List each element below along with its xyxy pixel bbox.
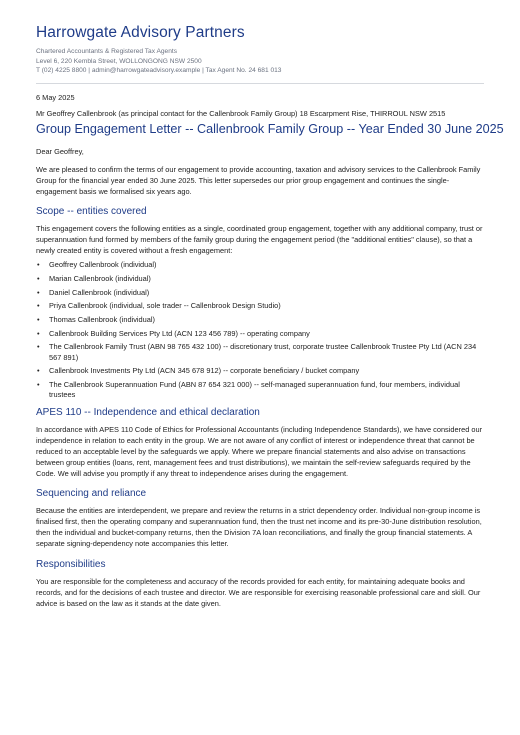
responsibilities-paragraph: You are responsible for the completeness and accuracy of the records provided for each entity, for maintaining adequate books and records, and for the decisions of each trustee and director. We are responsible for exercising reasonable professional care and skill. Our advice is based on the law as it stands at the date given. — [36, 576, 481, 608]
entity-label: Marian Callenbrook (individual) — [49, 274, 151, 284]
list-item — [36, 315, 484, 325]
list-item — [36, 366, 484, 376]
list-item — [36, 288, 484, 298]
intro-paragraph: We are pleased to confirm the terms of our engagement to provide accounting, taxation and advisory services to the Callenbrook Family Group for the financial year ended 30 June 2025. This letter supersedes our prior group engagement and continues the single-engagement basis we formalised six years ago. — [36, 164, 481, 196]
sequencing-heading: Sequencing and reliance — [36, 488, 147, 500]
bullet-icon: • — [37, 315, 40, 325]
list-item — [36, 329, 484, 339]
list-item — [36, 342, 484, 363]
entity-label: Daniel Callenbrook (individual) — [49, 287, 150, 297]
entity-label: Callenbrook Building Services Pty Ltd (ACN 123 456 789) -- operating company — [49, 328, 310, 338]
list-item — [36, 274, 484, 284]
entity-label: The Callenbrook Superannuation Fund (ABN 87 654 321 000) -- self-managed superannuation fund, four members, individual trustees — [49, 380, 460, 400]
sequencing-paragraph: Because the entities are interdependent, we prepare and review the returns in a strict dependency order. Individual non-group income is finalised first, then the operating company and superannuation fund, then the trust net income and its pre-30-June distribution resolution, then the individual and bucket-company returns, then the Division 7A loan reconciliations, and finally the group financial statements. A separate signing-dependency note accompanies this letter. — [36, 506, 482, 549]
header-divider — [36, 83, 484, 84]
letter-date: 6 May 2025 — [36, 92, 75, 102]
entity-label: Geoffrey Callenbrook (individual) — [49, 260, 157, 270]
entity-label: The Callenbrook Family Trust (ABN 98 765 432 100) -- discretionary trust, corporate trustee Callenbrook Trustee Pty Ltd (ACN 234 567 891) — [49, 342, 477, 362]
firm-name: Harrowgate Advisory Partners — [36, 24, 245, 41]
firm-contact: T (02) 4225 8800 | admin@harrowgateadvisory.example | Tax Agent No. 24 681 013 — [36, 67, 282, 75]
list-item — [36, 301, 484, 311]
letterhead — [36, 24, 484, 76]
bullet-icon: • — [37, 260, 40, 270]
bullet-icon: • — [37, 301, 40, 311]
scope-heading: Scope -- entities covered — [36, 206, 147, 218]
bullet-icon: • — [37, 380, 40, 390]
apes-heading: APES 110 -- Independence and ethical declaration — [36, 406, 260, 418]
responsibilities-heading: Responsibilities — [36, 558, 106, 570]
recipient-address: Mr Geoffrey Callenbrook (as principal contact for the Callenbrook Family Group) 18 Escarpment Rise, THIRROUL NSW 2515 — [36, 108, 446, 118]
entity-list — [36, 260, 484, 400]
bullet-icon: • — [37, 366, 40, 376]
entity-label: Priya Callenbrook (individual, sole trader -- Callenbrook Design Studio) — [49, 301, 281, 311]
salutation: Dear Geoffrey, — [36, 146, 84, 156]
list-item — [36, 380, 484, 401]
entity-label: Callenbrook Investments Pty Ltd (ACN 345 678 912) -- corporate beneficiary / bucket company — [49, 366, 360, 376]
bullet-icon: • — [37, 342, 40, 352]
bullet-icon: • — [37, 274, 40, 284]
entity-label: Thomas Callenbrook (individual) — [49, 315, 155, 325]
apes-paragraph: In accordance with APES 110 Code of Ethics for Professional Accountants (including Independence Standards), we have considered our independence in relation to each entity in the group. We are not aware of any conflict of interest or independence threat that cannot be reduced to an acceptable level by the safeguards we apply. Where we prepare financial statements and also advise on transactions between group entities (loans, rent, management fees and trust distributions), we maintain the self-review safeguards required by the Code. We will advise you promptly if any threat to independence arises during the engagement. — [36, 424, 483, 479]
bullet-icon: • — [37, 328, 40, 338]
firm-tagline: Chartered Accountants & Registered Tax Agents — [36, 48, 177, 55]
scope-paragraph: This engagement covers the following entities as a single, coordinated group engagement, together with any additional company, trust or superannuation fund formed by members of the family group during the engagement period (the "additional entities" clause), so that a newly created entity is covered without a fresh engagement: — [36, 224, 483, 256]
list-item — [36, 260, 484, 270]
letter-title: Group Engagement Letter -- Callenbrook Family Group -- Year Ended 30 June 2025 — [36, 121, 504, 136]
firm-address: Level 6, 220 Kembla Street, WOLLONGONG NSW 2500 — [36, 57, 202, 65]
bullet-icon: • — [37, 287, 40, 297]
